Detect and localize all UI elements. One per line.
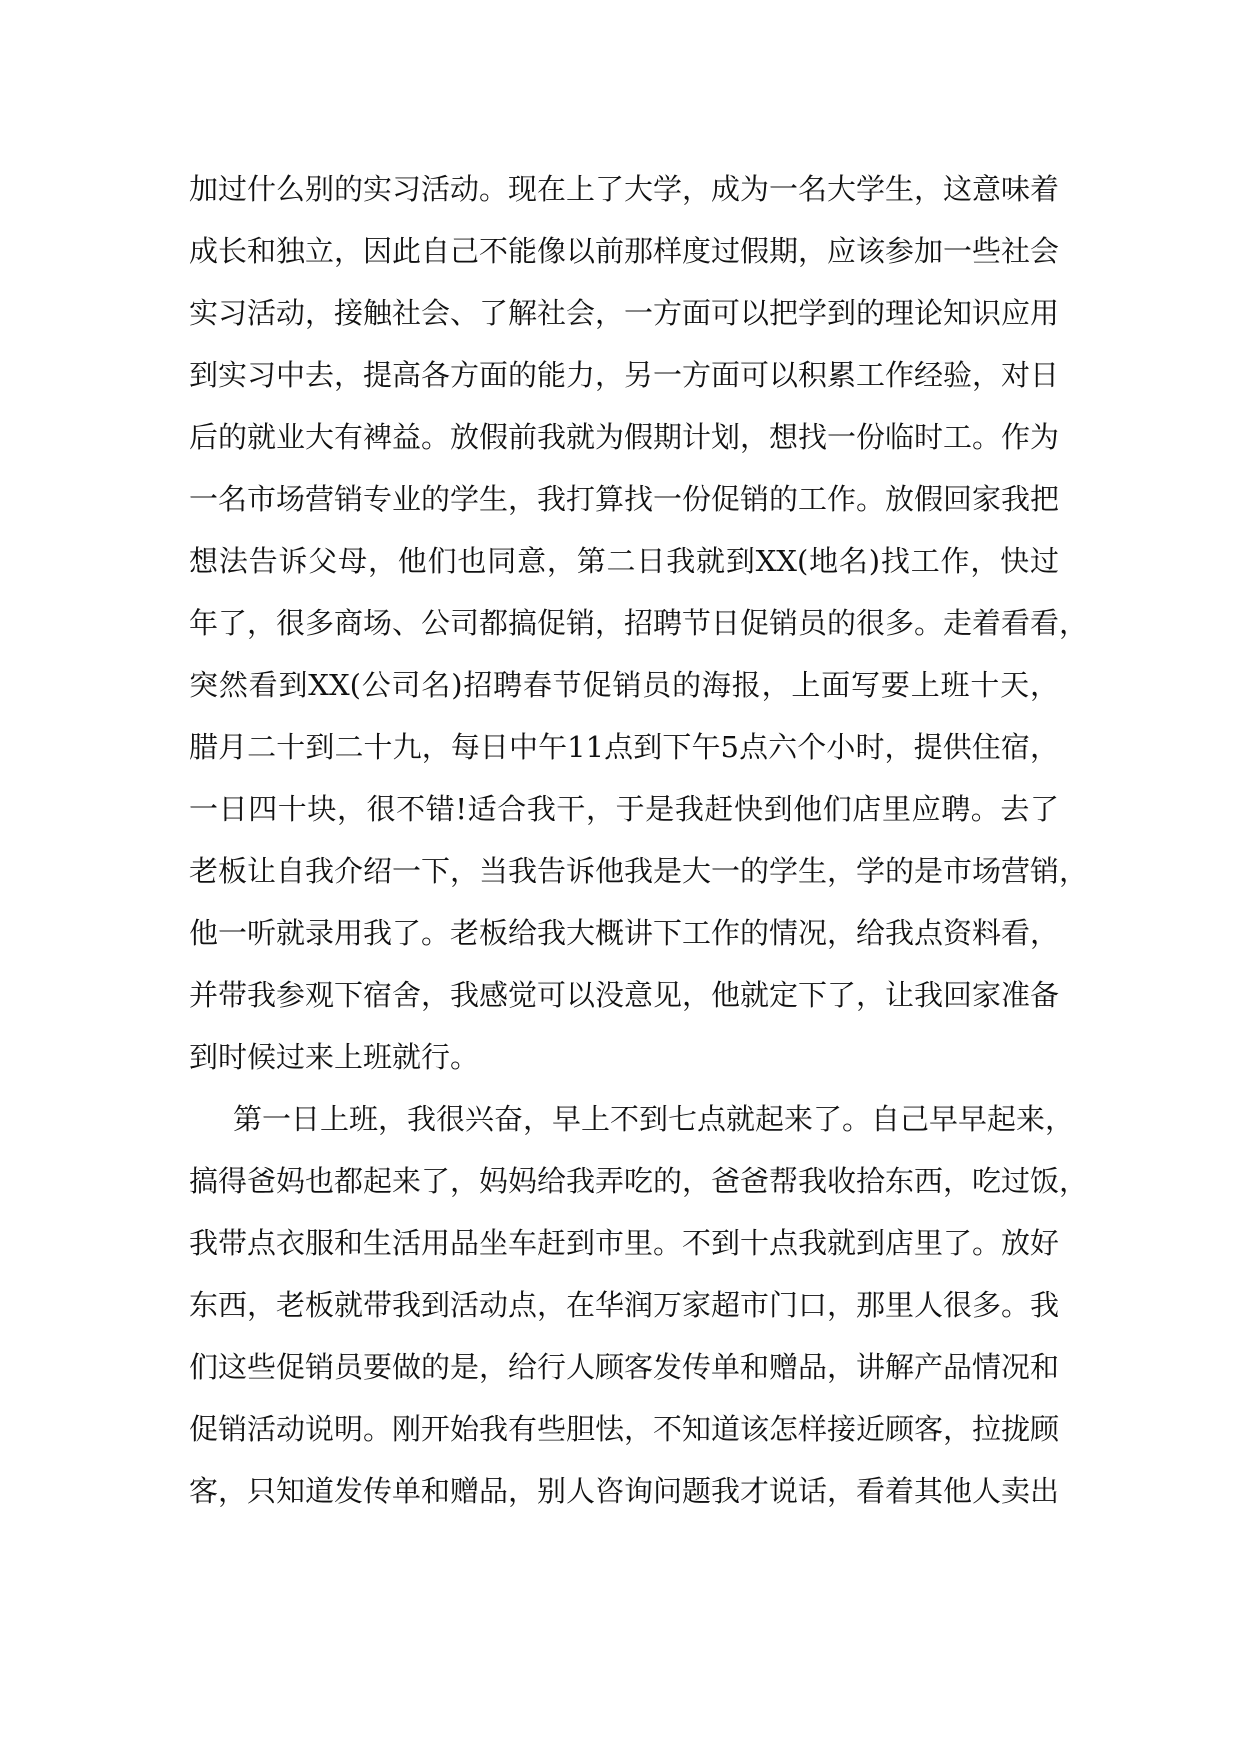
paragraph-line: 客，只知道发传单和赠品，别人咨询问题我才说话，看着其他人卖出 [189,1474,1060,1508]
paragraph-2 [189,1088,1089,1522]
paragraph-line: 他一听就录用我了。老板给我大概讲下工作的情况，给我点资料看， [189,916,1060,950]
paragraph-line: 一名市场营销专业的学生，我打算找一份促销的工作。放假回家我把 [189,482,1060,516]
paragraph-line: 老板让自我介绍一下，当我告诉他我是大一的学生，学的是市场营销， [189,854,1089,888]
paragraph-line: 东西，老板就带我到活动点，在华润万家超市门口，那里人很多。我 [189,1288,1060,1322]
paragraph-line: 们这些促销员要做的是，给行人顾客发传单和赠品，讲解产品情况和 [189,1350,1060,1384]
paragraph-line: 后的就业大有裨益。放假前我就为假期计划，想找一份临时工。作为 [189,420,1060,454]
paragraph-line: 突然看到XX(公司名)招聘春节促销员的海报，上面写要上班十天， [189,668,1059,702]
paragraph-1 [189,158,1089,1088]
paragraph-line: 我带点衣服和生活用品坐车赶到市里。不到十点我就到店里了。放好 [189,1226,1060,1260]
paragraph-line: 到时候过来上班就行。 [189,1040,480,1074]
paragraph-line: 并带我参观下宿舍，我感觉可以没意见，他就定下了，让我回家准备 [189,978,1060,1012]
document-body [189,158,1089,1522]
paragraph-line: 实习活动，接触社会、了解社会，一方面可以把学到的理论知识应用 [189,296,1060,330]
paragraph-line: 年了，很多商场、公司都搞促销，招聘节日促销员的很多。走着看看， [189,606,1089,640]
paragraph-line: 促销活动说明。刚开始我有些胆怯，不知道该怎样接近顾客，拉拢顾 [189,1412,1060,1446]
paragraph-line: 搞得爸妈也都起来了，妈妈给我弄吃的，爸爸帮我收拾东西，吃过饭， [189,1164,1089,1198]
paragraph-line: 到实习中去，提高各方面的能力，另一方面可以积累工作经验，对日 [189,358,1060,392]
paragraph-line: 成长和独立，因此自己不能像以前那样度过假期，应该参加一些社会 [189,234,1060,268]
paragraph-line: 腊月二十到二十九，每日中午11点到下午5点六个小时，提供住宿， [189,730,1059,764]
paragraph-line: 一日四十块，很不错!适合我干，于是我赶快到他们店里应聘。去了 [189,792,1059,826]
paragraph-line: 第一日上班，我很兴奋，早上不到七点就起来了。自己早早起来， [233,1102,1075,1136]
paragraph-line: 想法告诉父母，他们也同意，第二日我就到XX(地名)找工作，快过 [189,544,1059,578]
paragraph-line: 加过什么别的实习活动。现在上了大学，成为一名大学生，这意味着 [189,172,1060,206]
